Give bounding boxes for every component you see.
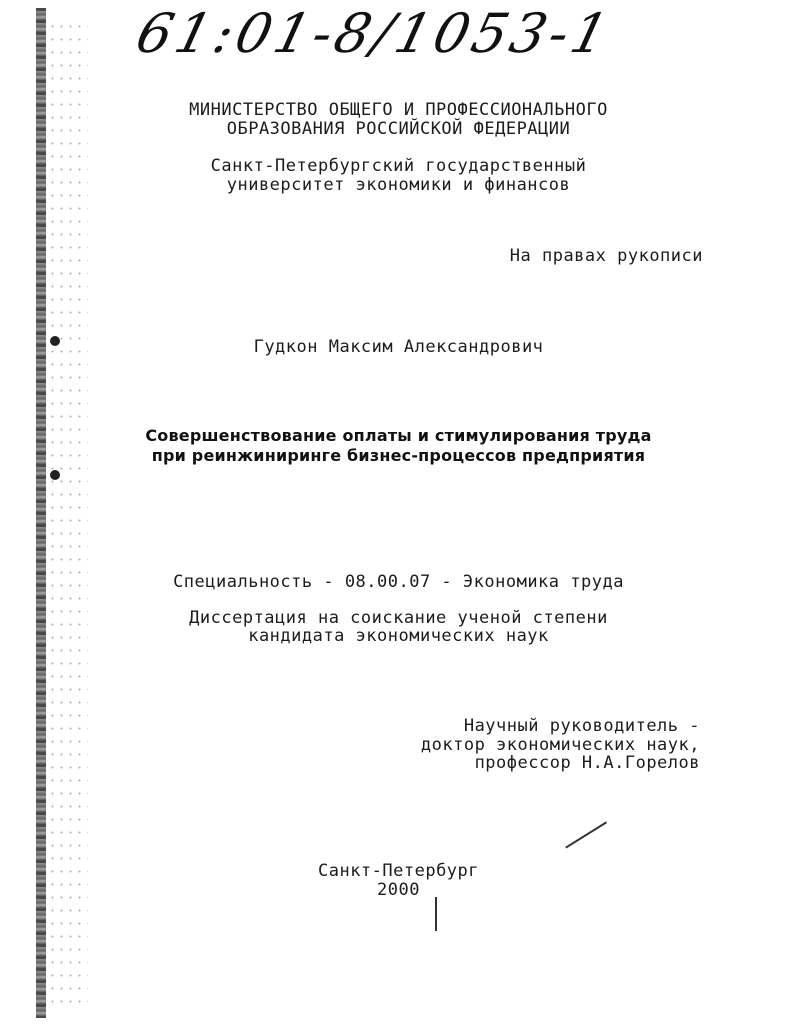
pen-stroke-mark [565, 821, 607, 848]
specialty: Специальность - 08.00.07 - Экономика труда [173, 572, 624, 592]
ministry-line-2: ОБРАЗОВАНИЯ РОССИЙСКОЙ ФЕДЕРАЦИИ [226, 119, 571, 139]
manuscript-note: На правах рукописи [509, 246, 703, 266]
ministry-line-1: МИНИСТЕРСТВО ОБЩЕГО И ПРОФЕССИОНАЛЬНОГО [189, 100, 608, 120]
supervisor-line-2: доктор экономических наук, [420, 735, 700, 755]
binding-hole-mark [50, 470, 60, 480]
author-name: Гудкон Максим Александрович [253, 337, 544, 357]
supervisor-line-1: Научный руководитель - [463, 716, 700, 736]
university-line-1: Санкт-Петербургский государственный [210, 156, 587, 176]
dissertation-title-line-1: Совершенствование оплаты и стимулирования труда [145, 426, 652, 445]
pen-stroke-mark [435, 897, 437, 931]
handwritten-archive-code: 61:01-8/1053-1 [130, 2, 619, 65]
degree-line-1: Диссертация на соискание ученой степени [189, 608, 608, 628]
dissertation-title-line-2: при реинжиниринге бизнес-процессов предприятия [151, 446, 646, 465]
degree-line-2: кандидата экономических наук [248, 626, 549, 646]
supervisor-line-3: профессор Н.А.Горелов [474, 753, 700, 773]
year: 2000 [377, 880, 420, 900]
university-line-2: университет экономики и финансов [226, 175, 571, 195]
city: Санкт-Петербург [317, 861, 480, 881]
